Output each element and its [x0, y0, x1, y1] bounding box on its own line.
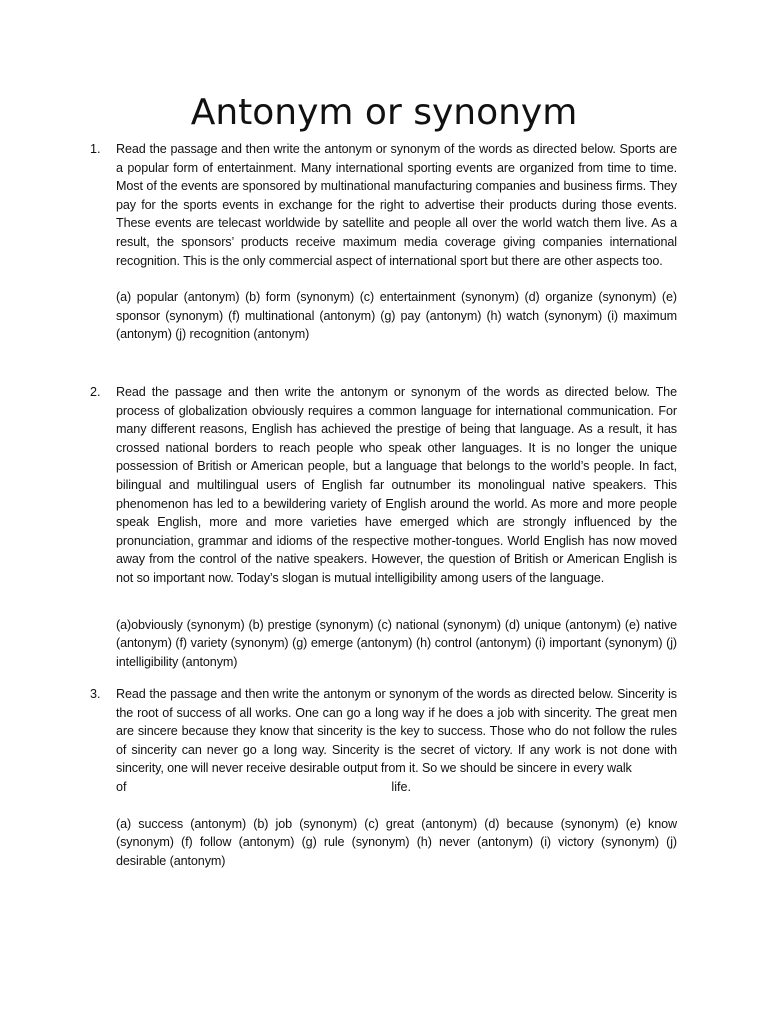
question-exercise: (a) popular (antonym) (b) form (synonym) (c) entertainment (synonym) (d) organize (synonym) (e) sponsor (synonym) (f) multinational (antonym) (g) pay (antonym) (h) watch (synonym) (i) maximum (antonym) (j) recognition (antonym): [116, 290, 677, 342]
question-exercise: (a) success (antonym) (b) job (synonym) (c) great (antonym) (d) because (synonym) (e) know (synonym) (f) follow (antonym) (g) rule (synonym) (h) never (antonym) (i) victory (synonym) (j) desirable (antonym): [116, 816, 677, 868]
question-passage: Read the passage and then write the antonym or synonym of the words as directed below. The process of globalization obviously requires a common language for international communication. For many different reasons, English has achieved the prestige of being that language. As a result, it has crossed national borders to reach people who speak other languages. It is no longer the unique possession of British or American people, but a language that belongs to the world’s people. In fact, bilingual and multilingual users of English far outnumber its monolingual native speakers. This phenomenon has led to a bewildering variety of English around the world. As more and more people speak English, more and more varieties have emerged which are strongly influenced by the pronunciation, grammar and idioms of the respective mother-tongues. World English has now moved away from the control of the native speakers. However, the question of British or American English is not so important now. Today’s slogan is mutual intelligibility among users of the language.: [116, 385, 677, 585]
question-item-1: [90, 140, 678, 344]
page-title: Antonym or synonym: [190, 92, 578, 133]
passage-end-left: of: [116, 779, 127, 794]
question-number: 3.: [90, 687, 101, 701]
question-passage: Read the passage and then write the antonym or synonym of the words as directed below. Sincerity is the root of success of all works. One can go a long way if he does a job with sincerity. The great men are sincere because they know that sincerity is the key to success. Those who do not follow the rules of sincerity can never go a long way. Sincerity is the secret of victory. If any work is not done with sincerity, one will never receive desirable output from it. So we should be sincere in every walk: [116, 687, 677, 776]
passage-end-right: life.: [391, 779, 411, 794]
question-item-3: [90, 685, 678, 870]
passage-last-line: [116, 778, 677, 797]
question-exercise: (a)obviously (synonym) (b) prestige (synonym) (c) national (synonym) (d) unique (antonym) (e) native (antonym) (f) variety (synonym) (g) emerge (antonym) (h) control (antonym) (i) important (synonym) (j) intelligibility (antonym): [116, 617, 677, 669]
question-number: 2.: [90, 385, 101, 399]
question-passage: Read the passage and then write the antonym or synonym of the words as directed below. Sports are a popular form of entertainment. Many international sporting events are organized from time to time. Most of the events are sponsored by multinational manufacturing companies and business firms. They pay for the sports events in exchange for the right to advertise their products during those events. These events are telecast worldwide by satellite and people all over the world watch them live. As a result, the sponsors’ products receive maximum media coverage giving companies international recognition. This is the only commercial aspect of international sport but there are other aspects too.: [116, 142, 677, 268]
question-item-2: [90, 383, 678, 671]
question-number: 1.: [90, 142, 101, 156]
